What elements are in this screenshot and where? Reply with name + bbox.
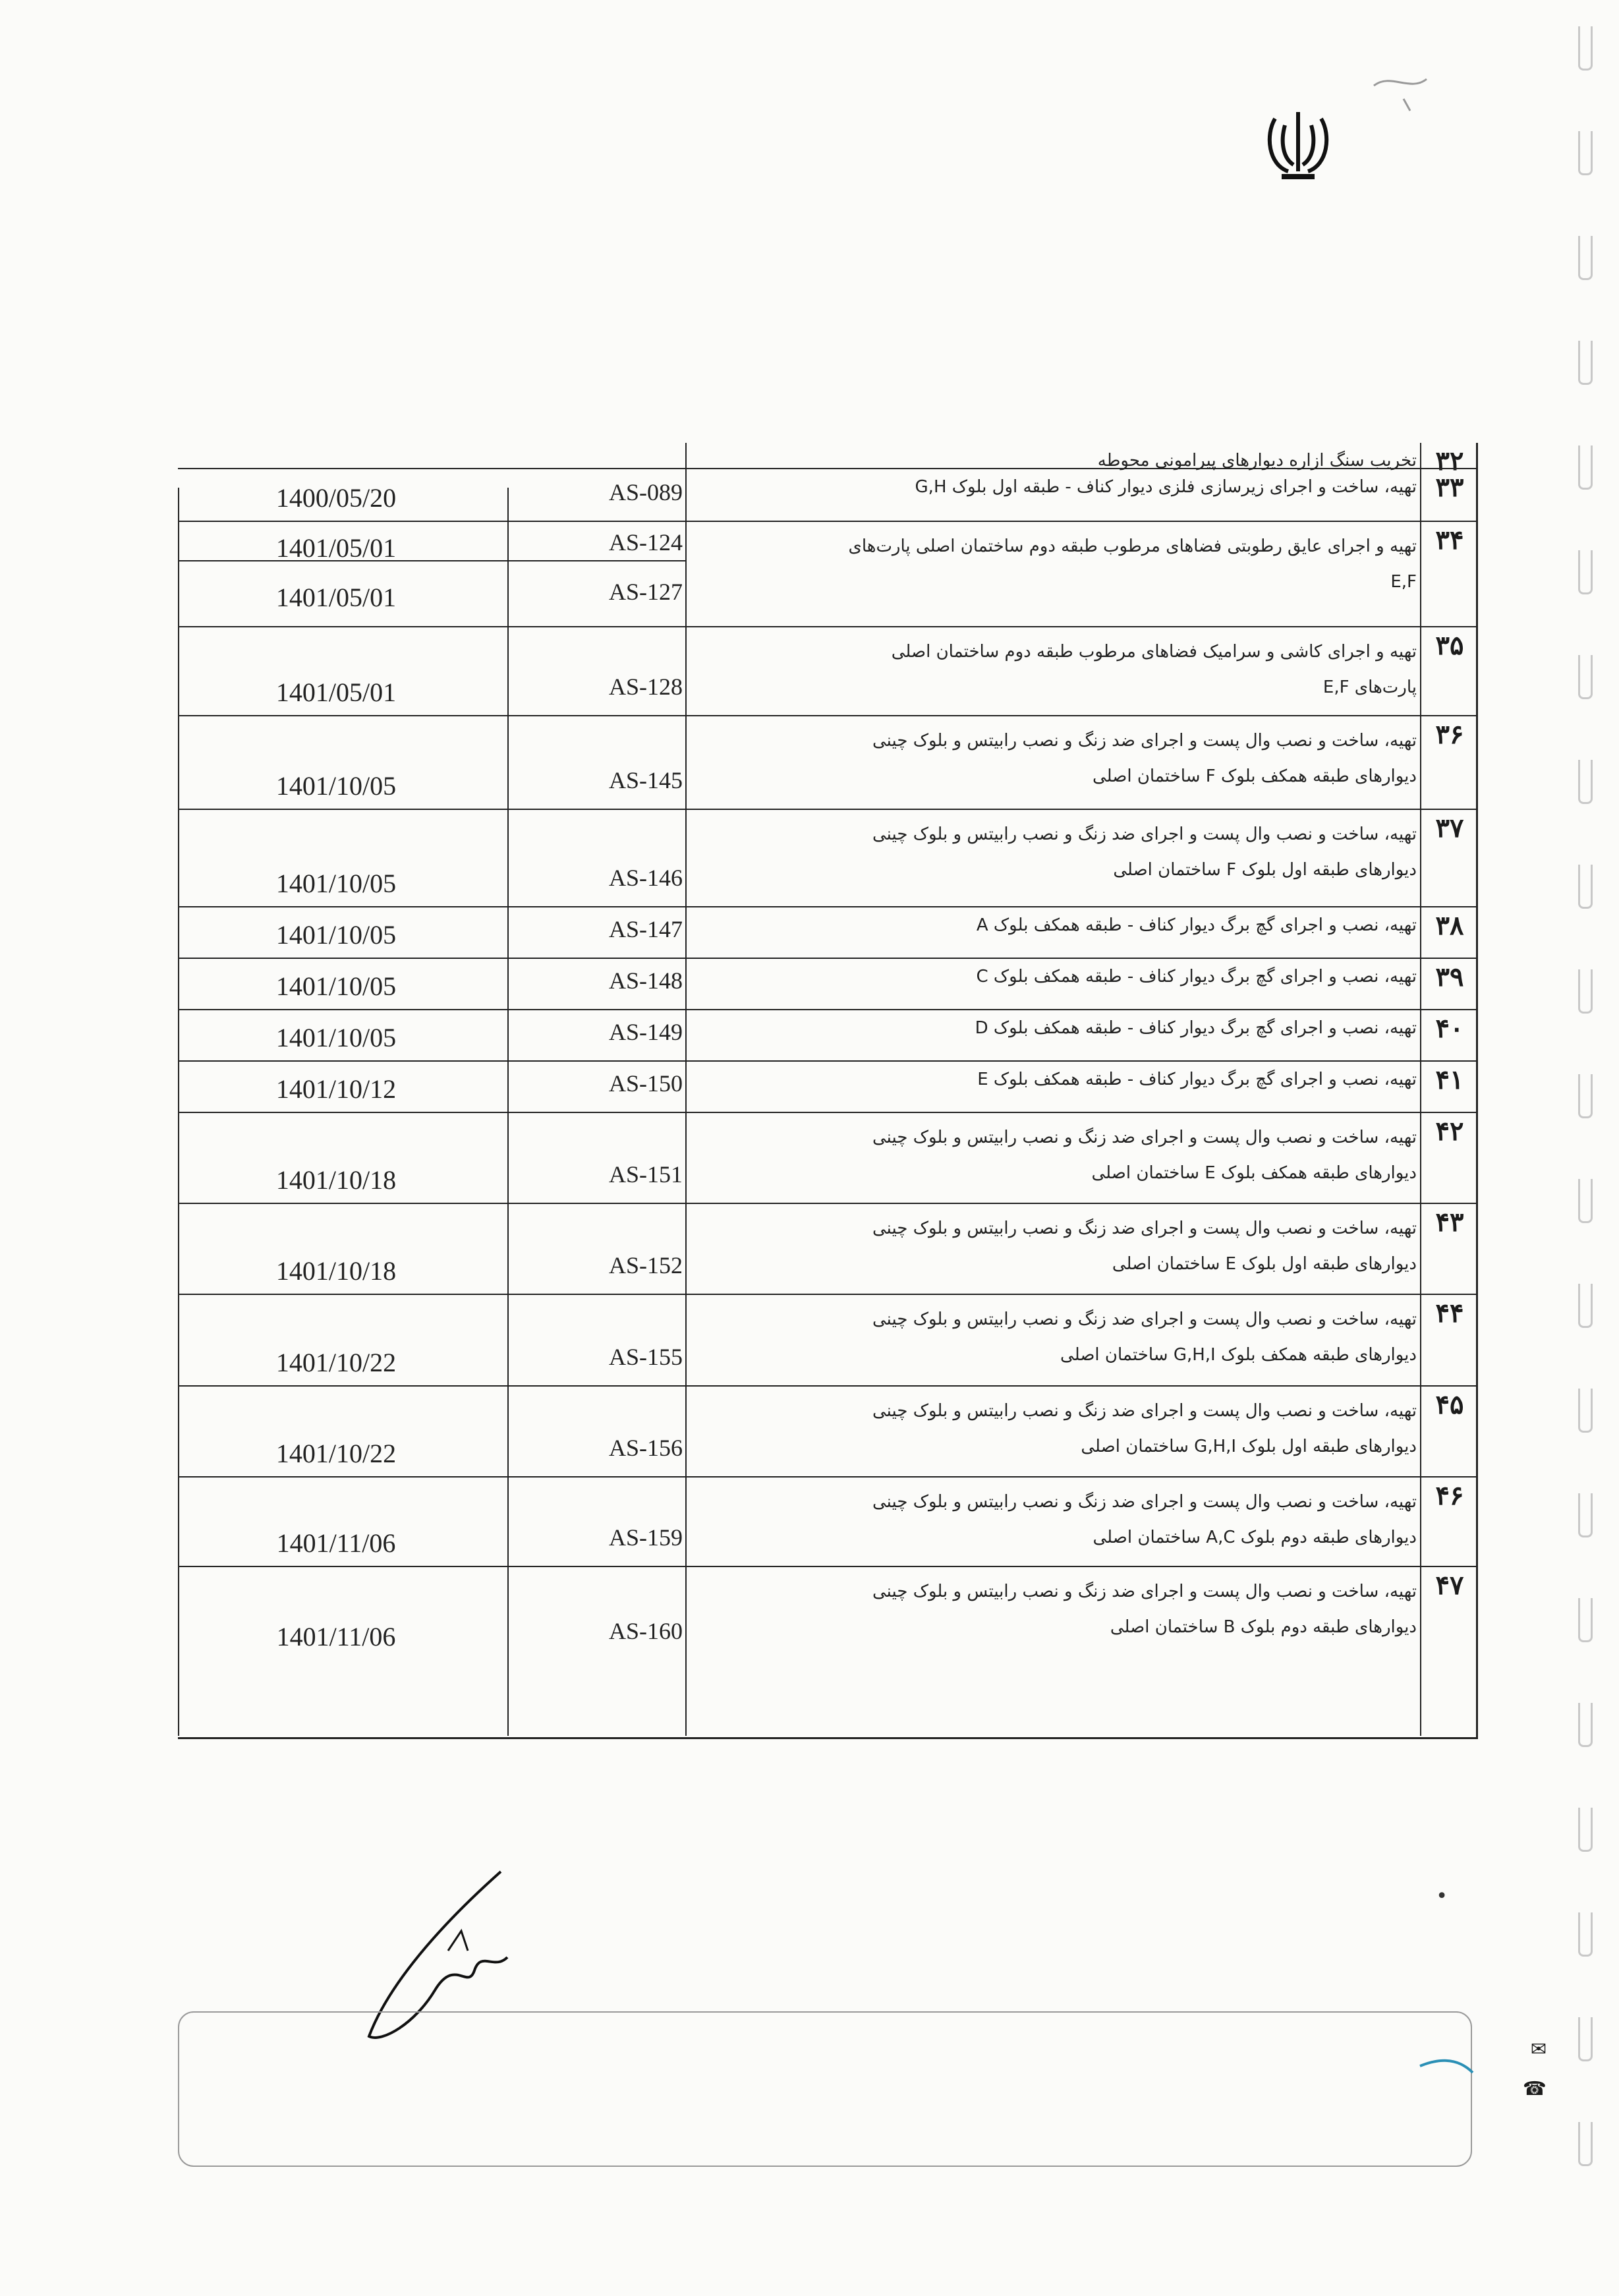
- row-description: تهیه، نصب و اجرای گچ برگ دیوار کناف - طبقه همکف بلوک D: [975, 1018, 1417, 1038]
- iran-emblem-icon: [1262, 105, 1334, 185]
- footer-website: [624, 2121, 1547, 2144]
- government-letterhead: [1072, 188, 1467, 214]
- row-date: 1401/10/05: [275, 771, 397, 801]
- row-code: AS-128: [608, 674, 683, 700]
- row-date: 1401/10/22: [275, 1439, 397, 1468]
- row-description: تهیه و اجرای کاشی و سرامیک فضاهای مرطوب طبقه دوم ساختمان اصلی پارت‌های E,F: [891, 642, 1417, 697]
- row-description: تهیه و اجرای عایق رطوبتی فضاهای مرطوب طبقه دوم ساختمان اصلی پارت‌های E,F: [848, 536, 1417, 592]
- reference-block: [171, 204, 409, 327]
- row-code: AS-147: [608, 916, 683, 942]
- table-row: [178, 1385, 1476, 1478]
- row-date: 1401/10/22: [275, 1348, 397, 1377]
- row-number: ۴۱: [1435, 1064, 1464, 1095]
- location-icon: ✉: [1530, 2038, 1547, 2060]
- row-number: ۳۸: [1435, 910, 1464, 941]
- row-date: 1401/11/06: [276, 1528, 396, 1558]
- row-description: تهیه، ساخت و نصب وال پست و اجرای ضد زنگ و نصب رابیتس و بلوک چینی دیوارهای طبقه همکف بلوک E ساختمان اصلی: [872, 1128, 1417, 1183]
- table-row: [178, 715, 1476, 810]
- footer-address: [426, 2038, 1547, 2060]
- cc-block: [486, 1878, 1474, 1913]
- row-number: ۴۰: [1435, 1013, 1464, 1044]
- row-date: 1401/10/18: [275, 1256, 397, 1286]
- row-number: ۳۲: [1435, 445, 1464, 476]
- table-row: [178, 1060, 1476, 1113]
- row-date: 1401/05/01: [275, 583, 397, 612]
- row-code: AS-152: [608, 1252, 683, 1278]
- row-description: تهیه، ساخت و نصب وال پست و اجرای ضد زنگ و نصب رابیتس و بلوک چینی دیوارهای طبقه اول بلوک F ساختمان اصلی: [872, 824, 1417, 880]
- table-row: [178, 1009, 1476, 1062]
- row-number: ۴۲: [1435, 1116, 1464, 1147]
- row-description: تخریب سنگ ازاره دیوارهای پیرامونی محوطه: [1097, 451, 1417, 471]
- row-description: تهیه، ساخت و نصب وال پست و اجرای ضد زنگ و نصب رابیتس و بلوک چینی دیوارهای طبقه اول بلوک E ساختمان اصلی: [872, 1219, 1417, 1274]
- row-number: ۳۶: [1435, 719, 1464, 750]
- row-description: تهیه، ساخت و نصب وال پست و اجرای ضد زنگ و نصب رابیتس و بلوک چینی دیوارهای طبقه همکف بلوک G,H,I ساختمان اصلی: [872, 1309, 1417, 1365]
- row-description: تهیه، ساخت و اجرای زیرسازی فلزی دیوار کناف - طبقه اول بلوک G,H: [915, 477, 1417, 497]
- table-row: [178, 626, 1476, 716]
- footer-phones: [426, 2077, 1547, 2100]
- row-date: 1401/10/05: [275, 971, 397, 1001]
- table-row: [178, 1112, 1476, 1204]
- phone-icon: ☎: [1522, 2077, 1547, 2100]
- pen-mark: [1364, 66, 1443, 119]
- row-date: 1400/05/20: [275, 483, 397, 513]
- row-description: تهیه، نصب و اجرای گچ برگ دیوار کناف - طبقه همکف بلوک A: [976, 915, 1417, 935]
- row-number: ۳۹: [1435, 961, 1464, 992]
- binder-holes: [1578, 26, 1601, 2227]
- row-number: ۳۴: [1435, 525, 1464, 556]
- row-code: AS-146: [608, 865, 683, 891]
- row-code: AS-149: [608, 1019, 683, 1045]
- row-number: ۳۷: [1435, 813, 1464, 844]
- row-date: 1401/10/12: [275, 1074, 397, 1104]
- ref-date-row: [171, 245, 409, 286]
- row-description: تهیه، ساخت و نصب وال پست و اجرای ضد زنگ و نصب رابیتس و بلوک چینی دیوارهای طبقه دوم بلوک A,C ساختمان اصلی: [872, 1492, 1417, 1547]
- table-row: [178, 906, 1476, 959]
- row-number: ۳۳: [1435, 472, 1464, 503]
- row-number: ۴۶: [1435, 1480, 1464, 1511]
- row-code: AS-150: [608, 1070, 683, 1097]
- row-code: AS-156: [608, 1435, 683, 1461]
- row-description: تهیه، ساخت و نصب وال پست و اجرای ضد زنگ و نصب رابیتس و بلوک چینی دیوارهای طبقه اول بلوک G,H,I ساختمان اصلی: [872, 1401, 1417, 1456]
- table-row: [178, 809, 1476, 907]
- row-date: 1401/05/01: [275, 677, 397, 707]
- row-code: AS-148: [608, 967, 683, 994]
- table-row: [178, 1203, 1476, 1295]
- row-date: 1401/10/05: [275, 920, 397, 950]
- row-code: AS-159: [608, 1524, 683, 1551]
- row-description: تهیه، نصب و اجرای گچ برگ دیوار کناف - طبقه همکف بلوک E: [977, 1070, 1417, 1089]
- row-code: AS-089: [608, 479, 683, 505]
- row-number: ۴۵: [1435, 1389, 1464, 1420]
- row-number: ۴۷: [1435, 1570, 1464, 1601]
- table-row: [178, 1566, 1476, 1661]
- items-table: [178, 443, 1478, 1739]
- row-code: AS-151: [608, 1161, 683, 1188]
- table-row: [178, 468, 1476, 522]
- row-date: 1401/10/05: [275, 869, 397, 898]
- table-row: [178, 521, 1476, 627]
- row-date: 1401/10/18: [275, 1165, 397, 1195]
- row-description: تهیه، ساخت و نصب وال پست و اجرای ضد زنگ و نصب رابیتس و بلوک چینی دیوارهای طبقه همکف بلوک F ساختمان اصلی: [872, 731, 1417, 786]
- table-row: [178, 443, 1476, 476]
- ref-number-row: [171, 204, 409, 245]
- fax-header: [0, 28, 1619, 61]
- cc-item: [486, 1881, 1474, 1913]
- row-code: AS-155: [608, 1344, 683, 1370]
- row-description: تهیه، نصب و اجرای گچ برگ دیوار کناف - طبقه همکف بلوک C: [976, 967, 1417, 987]
- row-date: 1401/05/01: [275, 533, 397, 563]
- row-description: تهیه، ساخت و نصب وال پست و اجرای ضد زنگ و نصب رابیتس و بلوک چینی دیوارهای طبقه دوم بلوک B ساختمان اصلی: [872, 1582, 1417, 1637]
- row-date: 1401/11/06: [276, 1622, 396, 1651]
- row-code: AS-160: [608, 1618, 683, 1644]
- ref-attachment-row: [171, 286, 409, 327]
- row-code: AS-124: [608, 529, 683, 556]
- row-code: AS-145: [608, 767, 683, 793]
- table-row: [178, 1476, 1476, 1567]
- table-row: [178, 958, 1476, 1010]
- row-number: ۴۴: [1435, 1298, 1464, 1329]
- row-date: 1401/10/05: [275, 1023, 397, 1052]
- table-row: [178, 1294, 1476, 1387]
- row-number: ۳۵: [1435, 630, 1464, 661]
- row-separator: [178, 560, 685, 561]
- row-code: AS-127: [608, 579, 683, 605]
- row-number: ۴۳: [1435, 1207, 1464, 1238]
